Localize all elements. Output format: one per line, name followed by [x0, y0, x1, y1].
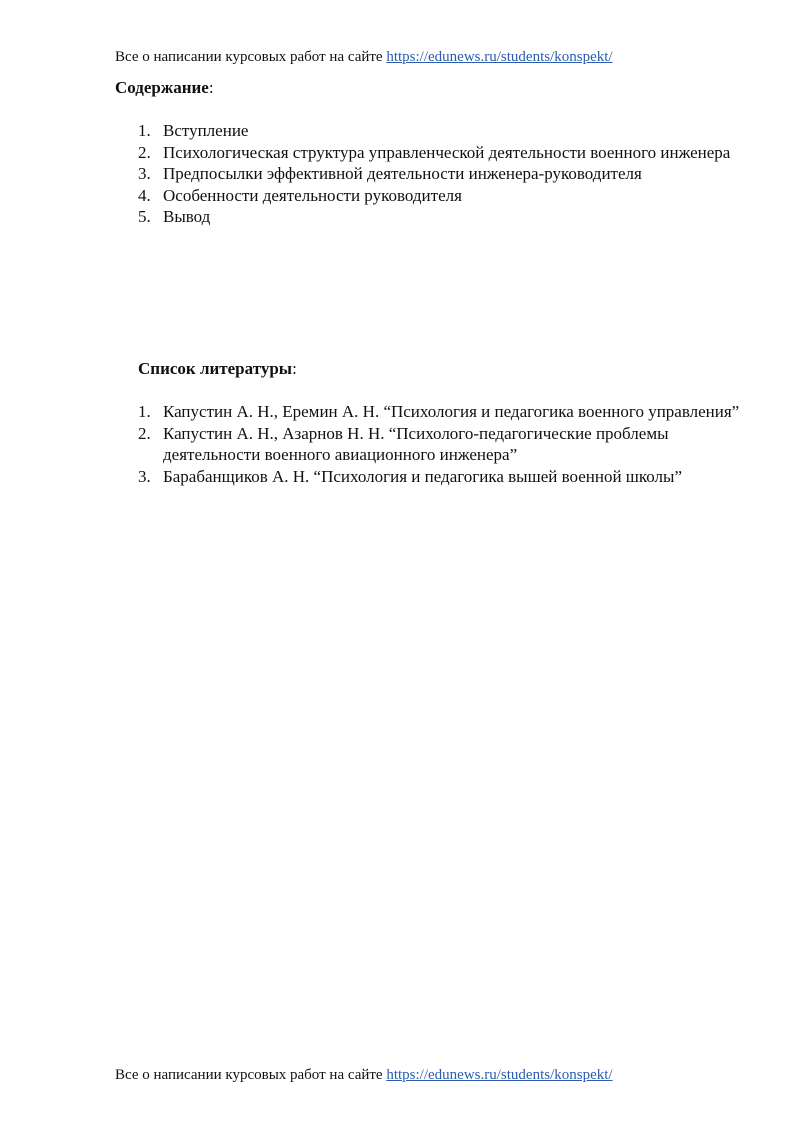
contents-item-number: 5. — [138, 207, 151, 227]
literature-title: Список литературы — [138, 359, 293, 378]
contents-list — [138, 120, 758, 228]
literature-colon: : — [292, 359, 297, 378]
contents-heading — [115, 77, 214, 99]
literature-item-number: 3. — [138, 466, 151, 486]
contents-colon: : — [208, 78, 214, 97]
contents-item — [138, 120, 758, 142]
contents-item-text: Вывод — [163, 207, 211, 227]
footer-text: Все о написании курсовых работ на сайте — [115, 1067, 387, 1083]
literature-item-text: Капустин А. Н., Азарнов Н. Н. “Психолого-педагогические проблемы деятельности военного авиационного инженера” — [163, 423, 669, 465]
literature-item — [138, 466, 758, 488]
contents-item — [138, 185, 758, 207]
literature-list — [138, 401, 758, 487]
contents-item-text: Особенности деятельности руководителя — [163, 185, 462, 205]
header-text: Все о написании курсовых работ на сайте — [115, 49, 387, 65]
contents-item-text: Психологическая структура управленческой деятельности военного инженера — [163, 142, 731, 162]
contents-item-number: 2. — [138, 142, 151, 162]
header-link[interactable]: https://edunews.ru/students/konspekt/ — [386, 49, 613, 65]
literature-item-number: 2. — [138, 423, 151, 443]
literature-item — [138, 423, 758, 466]
page-footer — [115, 1066, 613, 1084]
literature-heading — [138, 358, 297, 380]
literature-item-text: Капустин А. Н., Еремин А. Н. “Психология и педагогика военного управления” — [163, 402, 740, 421]
literature-item-text: Барабанщиков А. Н. “Психология и педагогика вышей военной школы” — [163, 466, 683, 486]
contents-item-number: 3. — [138, 164, 151, 184]
literature-item — [138, 401, 758, 423]
contents-item-text: Предпосылки эффективной деятельности инженера-руководителя — [163, 164, 642, 184]
page-header — [115, 48, 613, 66]
contents-title: Содержание — [115, 78, 209, 97]
contents-item-number: 1. — [138, 121, 151, 140]
contents-item — [138, 163, 758, 185]
literature-item-number: 1. — [138, 402, 151, 421]
contents-item-number: 4. — [138, 185, 151, 205]
footer-link[interactable]: https://edunews.ru/students/konspekt/ — [386, 1067, 613, 1083]
contents-item-text: Вступление — [163, 121, 249, 140]
contents-item — [138, 206, 758, 228]
contents-item — [138, 142, 758, 164]
